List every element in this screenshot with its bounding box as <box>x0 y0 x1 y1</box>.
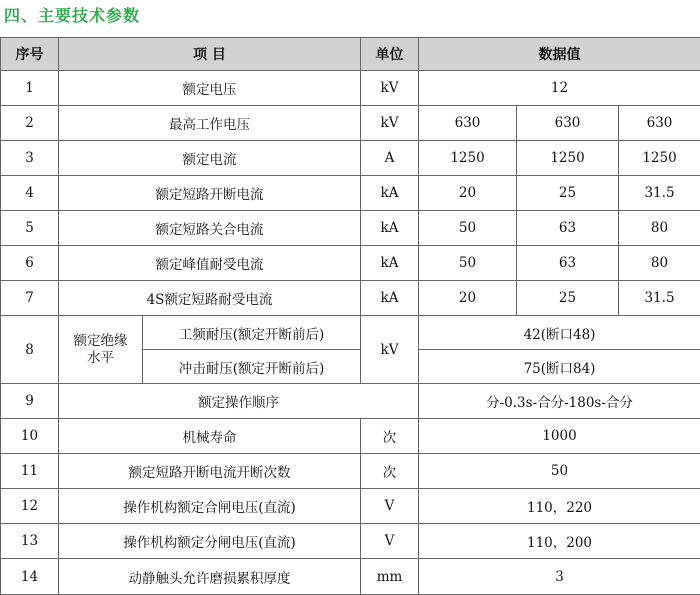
row-item: 额定电压 <box>59 71 361 106</box>
table-row <box>1 281 700 316</box>
row-item: 最高工作电压 <box>59 106 361 141</box>
header-no: 序号 <box>1 38 59 71</box>
row-value: 80 <box>619 246 700 281</box>
row-value: 630 <box>517 106 619 141</box>
insulation-level-label: 额定绝缘水平 <box>72 333 130 367</box>
row-value: 25 <box>517 281 619 316</box>
row-item: 额定峰值耐受电流 <box>59 246 361 281</box>
row-group-label <box>59 316 143 384</box>
row-value: 42(断口48) <box>419 316 700 350</box>
row-no: 2 <box>1 106 59 141</box>
row-value: 25 <box>517 176 619 211</box>
table-row <box>1 454 700 489</box>
row-no: 14 <box>1 559 59 595</box>
table-row <box>1 489 700 524</box>
table-row <box>1 141 700 176</box>
row-no: 5 <box>1 211 59 246</box>
row-unit: V <box>361 524 419 559</box>
row-value: 630 <box>619 106 700 141</box>
row-unit: 次 <box>361 419 419 454</box>
row-value: 50 <box>419 246 517 281</box>
row-value: 110，200 <box>419 524 700 559</box>
row-value: 63 <box>517 211 619 246</box>
table-row <box>1 211 700 246</box>
row-item: 额定短路关合电流 <box>59 211 361 246</box>
row-unit: A <box>361 141 419 176</box>
row-value: 12 <box>419 71 700 106</box>
table-row <box>1 419 700 454</box>
table-row <box>1 384 700 419</box>
table-row <box>1 316 700 350</box>
row-no: 3 <box>1 141 59 176</box>
row-value: 1250 <box>419 141 517 176</box>
row-no: 7 <box>1 281 59 316</box>
row-value: 3 <box>419 559 700 595</box>
row-item: 额定短路开断电流开断次数 <box>59 454 361 489</box>
header-item: 项 目 <box>59 38 361 71</box>
row-item: 额定电流 <box>59 141 361 176</box>
row-value: 75(断口84) <box>419 350 700 384</box>
row-no: 10 <box>1 419 59 454</box>
table-row <box>1 106 700 141</box>
row-no: 6 <box>1 246 59 281</box>
row-value: 31.5 <box>619 281 700 316</box>
row-item: 额定短路开断电流 <box>59 176 361 211</box>
row-value: 63 <box>517 246 619 281</box>
table-row <box>1 71 700 106</box>
row-item: 额定操作顺序 <box>59 384 419 419</box>
row-item: 机械寿命 <box>59 419 361 454</box>
row-unit: V <box>361 489 419 524</box>
row-no: 1 <box>1 71 59 106</box>
row-subitem: 工频耐压(额定开断前后) <box>143 316 361 350</box>
row-unit: kA <box>361 281 419 316</box>
row-value: 31.5 <box>619 176 700 211</box>
row-no: 11 <box>1 454 59 489</box>
row-item: 操作机构额定分闸电压(直流) <box>59 524 361 559</box>
table-row <box>1 559 700 595</box>
row-unit: mm <box>361 559 419 595</box>
row-no: 4 <box>1 176 59 211</box>
row-no: 8 <box>1 316 59 384</box>
row-value: 1000 <box>419 419 700 454</box>
row-value: 20 <box>419 176 517 211</box>
row-value: 20 <box>419 281 517 316</box>
row-subitem: 冲击耐压(额定开断前后) <box>143 350 361 384</box>
row-value: 110，220 <box>419 489 700 524</box>
row-unit: kA <box>361 211 419 246</box>
row-no: 12 <box>1 489 59 524</box>
row-item: 操作机构额定合闸电压(直流) <box>59 489 361 524</box>
row-value: 50 <box>419 211 517 246</box>
row-value: 50 <box>419 454 700 489</box>
row-value: 分-0.3s-合分-180s-合分 <box>419 384 700 419</box>
row-no: 13 <box>1 524 59 559</box>
row-no: 9 <box>1 384 59 419</box>
row-item: 4S额定短路耐受电流 <box>59 281 361 316</box>
row-unit: kV <box>361 316 419 384</box>
header-value: 数据值 <box>419 38 700 71</box>
row-value: 630 <box>419 106 517 141</box>
row-item: 动静触头允许磨损累积厚度 <box>59 559 361 595</box>
table-row <box>1 176 700 211</box>
table-header-row <box>1 38 700 71</box>
row-unit: kV <box>361 106 419 141</box>
section-heading: 四、主要技术参数 <box>4 2 140 30</box>
row-unit: kV <box>361 71 419 106</box>
row-unit: 次 <box>361 454 419 489</box>
row-unit: kA <box>361 246 419 281</box>
table-row <box>1 524 700 559</box>
header-unit: 单位 <box>361 38 419 71</box>
row-value: 1250 <box>517 141 619 176</box>
row-value: 80 <box>619 211 700 246</box>
spec-table <box>0 37 700 595</box>
row-unit: kA <box>361 176 419 211</box>
row-value: 1250 <box>619 141 700 176</box>
table-row <box>1 246 700 281</box>
